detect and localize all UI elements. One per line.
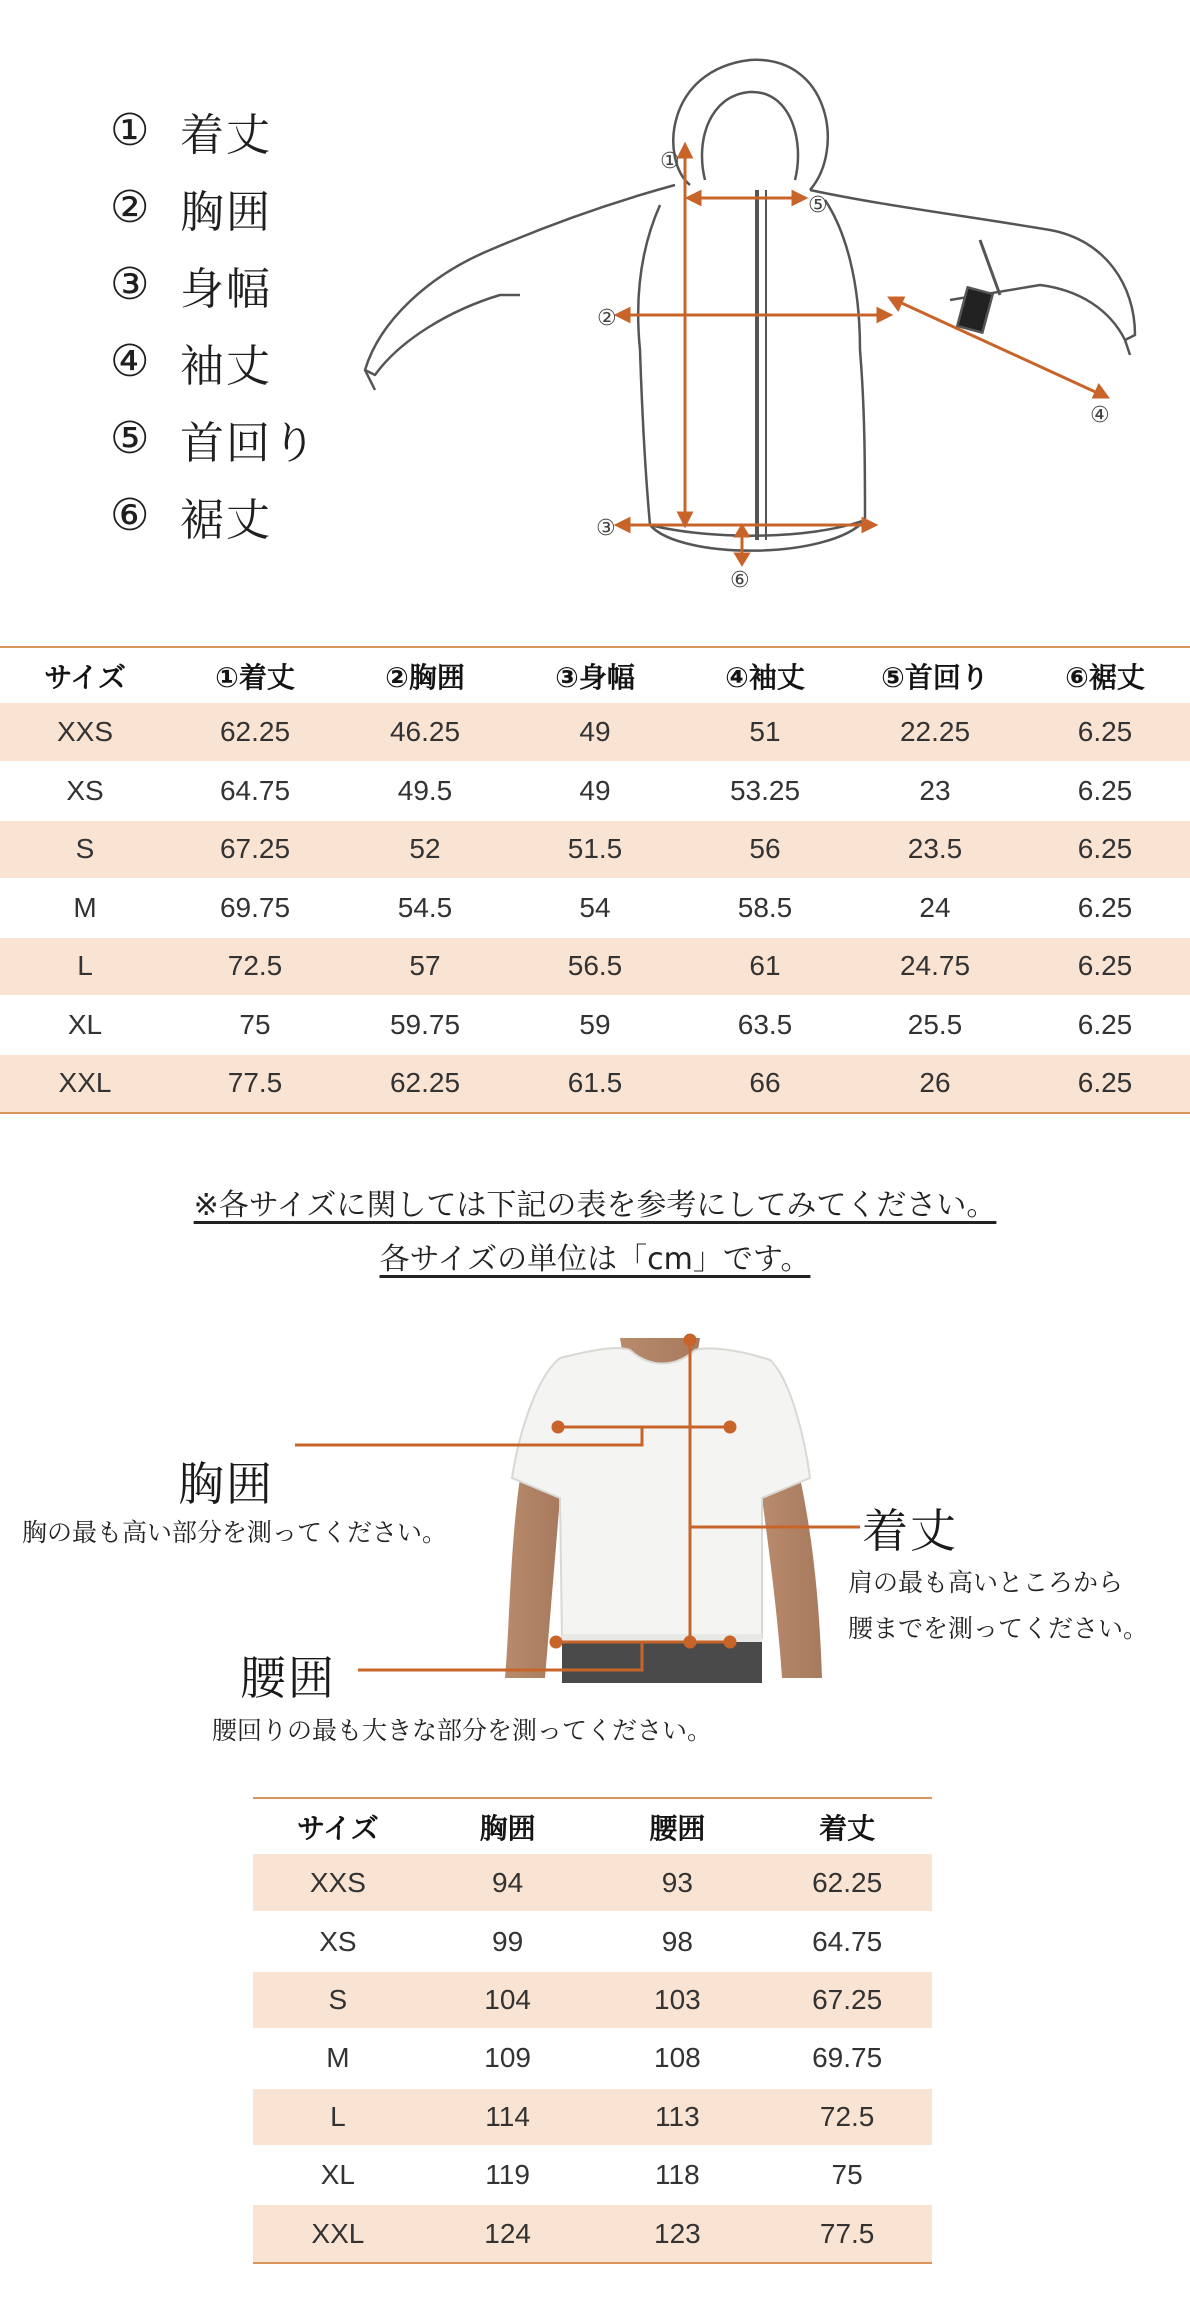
- table-cell: XXL: [311, 2217, 365, 2249]
- table-row: [253, 2088, 932, 2146]
- header-chest: ②胸囲: [385, 660, 465, 694]
- table-cell: S: [328, 1983, 348, 2015]
- measurement-legend: [110, 92, 318, 554]
- legend-item-sleeve: ④ 袖丈: [110, 336, 272, 392]
- header-hem: ⑥裾丈: [1065, 660, 1145, 694]
- unit-note: 各サイズの単位は「cm」です。: [379, 1242, 811, 1277]
- table-cell: 58.5: [737, 891, 793, 923]
- legend-item-hem: ⑥ 裾丈: [110, 490, 272, 546]
- table-cell: 67.25: [219, 833, 291, 865]
- table-cell: XL: [67, 1008, 103, 1040]
- table-row: [253, 2029, 932, 2087]
- table-cell: XS: [66, 774, 104, 806]
- chest-callout-desc: 胸の最も高い部分を測ってください。: [22, 1518, 448, 1547]
- table-cell: XXS: [309, 1866, 366, 1898]
- marker-4: ④: [1090, 403, 1110, 428]
- table-cell: 52: [409, 833, 441, 865]
- table-cell: 99: [492, 1925, 524, 1957]
- table-cell: XXL: [58, 1067, 112, 1099]
- table-cell: 23.5: [907, 833, 963, 865]
- table-cell: 6.25: [1077, 833, 1133, 865]
- table-cell: 24: [919, 891, 951, 923]
- table-cell: 56.5: [567, 950, 623, 982]
- length-callout-desc-1: 肩の最も高いところから: [848, 1568, 1124, 1597]
- table-cell: 6.25: [1077, 1008, 1133, 1040]
- table-cell: 53.25: [729, 774, 801, 806]
- table-row: [253, 1971, 932, 2029]
- header-waist: 腰囲: [649, 1811, 706, 1845]
- table-cell: 77.5: [819, 2217, 875, 2249]
- table-cell: S: [75, 833, 95, 865]
- table-row: [253, 1854, 932, 1912]
- table-cell: 59: [579, 1008, 611, 1040]
- waist-callout-desc: 腰回りの最も大きな部分を測ってください。: [212, 1716, 713, 1745]
- table-cell: 75: [831, 2159, 863, 2191]
- header-length: ①着丈: [215, 660, 295, 694]
- table-row: [0, 703, 1190, 762]
- table-cell: XXS: [56, 715, 114, 747]
- waist-callout-title: 腰囲: [240, 1651, 336, 1705]
- table-cell: 46.25: [389, 715, 461, 747]
- length-callout-title: 着丈: [862, 1504, 958, 1558]
- marker-5: ⑤: [808, 193, 828, 218]
- marker-6: ⑥: [730, 568, 750, 593]
- table-row: [0, 762, 1190, 821]
- table-cell: 66: [749, 1067, 781, 1099]
- table-cell: 93: [661, 1866, 693, 1898]
- table-cell: L: [330, 2100, 346, 2132]
- table-cell: 113: [655, 2100, 700, 2132]
- table-cell: 108: [654, 2042, 701, 2074]
- table-cell: 23: [919, 774, 951, 806]
- table-cell: 119: [485, 2159, 530, 2191]
- table-cell: 26: [919, 1067, 951, 1099]
- table-row: [253, 1912, 932, 1970]
- table-cell: 24.75: [899, 950, 971, 982]
- table-cell: 54.5: [397, 891, 453, 923]
- table-cell: 103: [654, 1983, 701, 2015]
- table-header-row: [0, 647, 1190, 703]
- length-callout-desc-2: 腰までを測ってください。: [848, 1614, 1149, 1643]
- table-cell: 118: [655, 2159, 700, 2191]
- table-cell: 77.5: [227, 1067, 283, 1099]
- table-cell: 114: [485, 2100, 530, 2132]
- table-cell: 98: [661, 1925, 693, 1957]
- table-cell: 123: [654, 2217, 701, 2249]
- table-cell: XL: [320, 2159, 355, 2191]
- table-cell: 62.25: [219, 715, 291, 747]
- table-cell: 104: [484, 1983, 531, 2015]
- header-size: サイズ: [44, 660, 126, 694]
- table-cell: 64.75: [812, 1925, 883, 1957]
- table-cell: 6.25: [1077, 950, 1133, 982]
- table-cell: 25.5: [907, 1008, 963, 1040]
- table-row: [0, 1054, 1190, 1113]
- table-cell: 63.5: [737, 1008, 793, 1040]
- legend-item-neck: ⑤ 首回り: [110, 413, 318, 469]
- table-row: [0, 996, 1190, 1055]
- body-size-table: [253, 1797, 932, 2264]
- table-row: [0, 937, 1190, 996]
- size-note: ※各サイズに関しては下記の表を参考にしてみてください。: [193, 1188, 997, 1223]
- table-cell: 51: [749, 715, 781, 747]
- table-cell: 67.25: [812, 1983, 883, 2015]
- table-cell: 6.25: [1077, 891, 1133, 923]
- table-cell: 49: [579, 715, 611, 747]
- table-cell: 72.5: [227, 950, 283, 982]
- table-cell: 69.75: [812, 2042, 883, 2074]
- legend-item-chest: ② 胸囲: [110, 182, 272, 238]
- table-cell: 72.5: [819, 2100, 875, 2132]
- table-cell: 124: [484, 2217, 531, 2249]
- header-chest: 胸囲: [479, 1811, 536, 1845]
- table-cell: 51.5: [567, 833, 623, 865]
- table-cell: 61: [749, 950, 781, 982]
- table-cell: 62.25: [812, 1866, 883, 1898]
- table-cell: 56: [749, 833, 781, 865]
- marker-2: ②: [597, 306, 617, 331]
- jacket-size-table: [0, 646, 1190, 1114]
- table-row: [253, 2146, 932, 2204]
- header-body-width: ③身幅: [555, 660, 635, 694]
- table-cell: 6.25: [1077, 715, 1133, 747]
- table-cell: XS: [319, 1925, 357, 1957]
- table-cell: 49: [579, 774, 611, 806]
- jacket-diagram: [360, 50, 1160, 610]
- table-cell: 75: [239, 1008, 271, 1040]
- header-neck: ⑤首回り: [881, 660, 989, 694]
- header-sleeve: ④袖丈: [725, 660, 805, 694]
- marker-3: ③: [596, 516, 616, 541]
- table-cell: 6.25: [1077, 774, 1133, 806]
- table-cell: 59.75: [389, 1008, 461, 1040]
- table-cell: 94: [492, 1866, 524, 1898]
- table-cell: 54: [579, 891, 611, 923]
- header-size: サイズ: [296, 1811, 379, 1845]
- table-cell: 62.25: [389, 1067, 461, 1099]
- table-cell: M: [73, 891, 97, 923]
- marker-1: ①: [660, 149, 680, 174]
- table-cell: 22.25: [899, 715, 971, 747]
- table-cell: L: [77, 950, 93, 982]
- chest-callout-title: 胸囲: [178, 1457, 274, 1511]
- table-cell: 61.5: [567, 1067, 623, 1099]
- legend-item-body-width: ③ 身幅: [110, 259, 272, 315]
- table-cell: 57: [409, 950, 441, 982]
- table-row: [0, 820, 1190, 879]
- legend-item-length: ① 着丈: [110, 105, 272, 161]
- table-cell: M: [326, 2042, 350, 2074]
- table-header-row: [253, 1798, 932, 1854]
- table-cell: 49.5: [397, 774, 453, 806]
- header-length: 着丈: [819, 1811, 876, 1845]
- table-row: [0, 879, 1190, 938]
- table-cell: 64.75: [219, 774, 291, 806]
- table-cell: 6.25: [1077, 1067, 1133, 1099]
- table-cell: 69.75: [219, 891, 291, 923]
- table-row: [253, 2204, 932, 2262]
- table-cell: 109: [484, 2042, 531, 2074]
